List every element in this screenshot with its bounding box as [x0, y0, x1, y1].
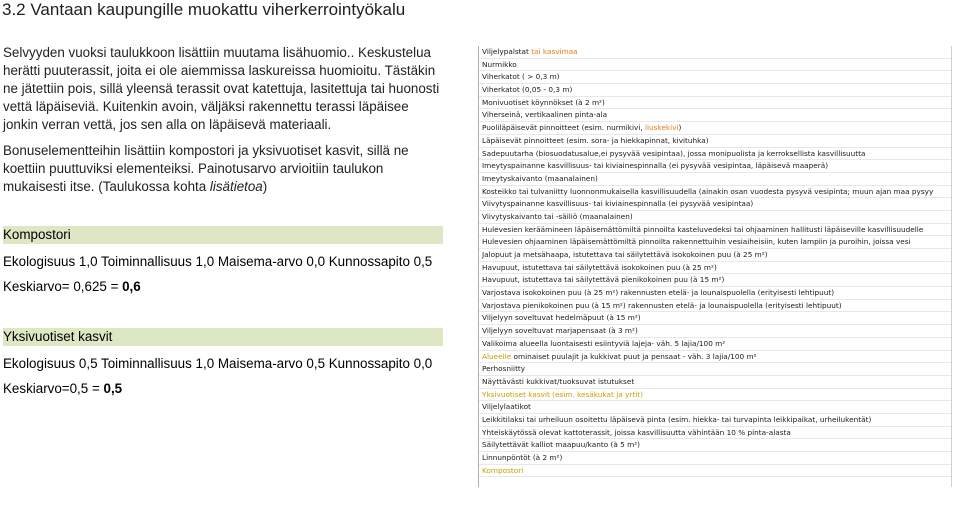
table-row-label: Viivytyspainanne kasvillisuus- tai kiviainespinnalla (ei pysyvää vesipintaa) — [482, 199, 754, 209]
table-row-label: Viljelypalstat — [482, 47, 529, 56]
table-row — [479, 148, 951, 161]
yksivuotiset-average — [3, 380, 443, 398]
kompostori-average-value: 0,6 — [122, 279, 141, 294]
table-row-label: Sadepuutarha (biosuodatusalue,ei pysyvää vesipintaa), jossa monipuolista ja kerroksellista kasvillisuutta — [482, 148, 866, 158]
table-row — [479, 376, 951, 389]
table-row-label: Kosteikko tai tulvaniitty luonnonmukaisella kasvillisuudella (ainakin osan vuodesta pysyvä vesipinta; muun ajan maa pysyy — [482, 186, 934, 196]
table-row — [479, 173, 951, 186]
yksivuotiset-title: Yksivuotiset kasvit — [3, 328, 443, 346]
table-row-label: Hulevesien ohjaaminen läpäisemättömiltä pinnoilta rakennettuihin vesiaiheisiin, kuten lampiin ja puroihin, joissa vesi — [482, 237, 911, 247]
yksivuotiset-average-value: 0,5 — [103, 381, 123, 396]
intro-paragraph-2-text: Bonuselementteihin lisättiin kompostori ja yksivuotiset kasvit, sillä ne koettiin puuttuviksi elementeiksi. Painotusarvo arvioitiin taulukon mukaisesti itse. (Taulukossa kohta — [3, 143, 409, 194]
table-row — [479, 465, 951, 478]
table-row-label: Viherseinä, vertikaalinen pinta-ala — [482, 110, 608, 120]
table-row — [479, 287, 951, 300]
table-row — [479, 59, 951, 72]
table-row-label: Imeytyspainanne kasvillisuus- tai kiviainespinnalla (ei pysyvää vesipintaa, läpäisevä maaperä) — [482, 161, 829, 171]
table-row — [479, 249, 951, 262]
table-row-label: Näyttävästi kukkivat/tuoksuvat istutukset — [482, 376, 635, 386]
table-row — [479, 236, 951, 249]
kompostori-average-label: Keskiarvo= 0,625 = — [3, 279, 123, 294]
table-row-label: Havupuut, istutettava tai säilytettävä isokokoinen puu (à 25 m²) — [482, 262, 717, 272]
table-row-tail: ominaiset puulajit ja kukkivat puut ja pensaat - väh. 3 lajia/100 m² — [511, 351, 757, 361]
table-row — [479, 160, 951, 173]
table-row-label: Puoliläpäisevät pinnoitteet (esim. nurmikivi, — [482, 123, 645, 133]
table-row-label: Imeytyskaivanto (maanalainen) — [482, 173, 598, 183]
table-row — [479, 452, 951, 465]
table-row — [479, 211, 951, 224]
table-row — [479, 351, 951, 364]
table-row — [479, 439, 951, 452]
element-table — [478, 46, 952, 487]
kompostori-scores: Ekologisuus 1,0 Toiminnallisuus 1,0 Maisema-arvo 0,0 Kunnossapito 0,5 — [3, 254, 433, 269]
table-row-label: Viherkatot ( > 0,3 m) — [482, 72, 560, 82]
table-row — [479, 109, 951, 122]
yksivuotiset-scores: Ekologisuus 0,5 Toiminnallisuus 1,0 Maisema-arvo 0,5 Kunnossapito 0,0 — [3, 356, 433, 371]
table-row-label: Perhosniitty — [482, 364, 526, 374]
table-row-highlight: Yksivuotiset kasvit (esim. kesäkukat ja yrtit) — [482, 389, 643, 399]
intro-paragraph-2-italic: lisätietoa — [209, 179, 263, 194]
table-row — [479, 312, 951, 325]
table-row-label: Varjostava pienikokoinen puu (à 15 m²) rakennusten etelä- ja lounaispuolella (erityisesti lehtipuut) — [482, 300, 842, 310]
table-row — [479, 262, 951, 275]
table-row — [479, 71, 951, 84]
table-row-label: Viljelylaatikot — [482, 402, 531, 412]
table-row-label: Säilytettävät kalliot maapuu/kanto (à 5 m²) — [482, 440, 640, 450]
table-row-label: Linnunpöntöt (à 2 m²) — [482, 453, 563, 462]
table-row — [479, 122, 951, 135]
table-row-label: Jalopuut ja metsähaapa, istutettava tai säilytettävä isokokoinen puu (à 25 m²) — [482, 250, 768, 259]
table-row-label: Hulevesien keräämineen läpäisemättömiltä pinnoilta kasteluvedeksi tai ohjaaminen hallitusti läpäiseville kasvillisuudelle — [482, 224, 924, 234]
table-row-tail: ) — [678, 123, 682, 133]
table-row-label: Varjostava isokokoinen puu (à 25 m²) rakennusten etelä- ja lounaispuolella (erityisesti lehtipuut) — [482, 288, 835, 298]
intro-paragraph-1: Selvyyden vuoksi taulukkoon lisättiin muutama lisähuomio.. Keskustelua herätti puuterassit, joita ei ole aiemmissa laskureissa huomioitu. Tästäkin ne jätettiin pois, sillä yleensä terassit ovat katettuja, lasitettuja tai huonosti vettä läpäiseviä. Kuitenkin avoin, väljäksi rakennettu terassi läpäisee jonkin verran vettä, jos sen alla on läpäisevä materiaali. — [3, 45, 440, 132]
table-row-label: Monivuotiset köynnökset (à 2 m²) — [482, 97, 605, 107]
table-row-label: Valikoima alueella luontaisesti esiintyviä lajeja- väh. 5 lajia/100 m² — [482, 338, 726, 348]
intro-paragraph-2-end: ) — [262, 179, 268, 194]
table-row — [479, 401, 951, 414]
table-row-highlight: liuskekivi — [645, 123, 679, 133]
table-row — [479, 338, 951, 351]
table-row — [479, 46, 951, 59]
table-row — [479, 135, 951, 148]
intro-paragraph-2 — [3, 142, 443, 196]
table-row — [479, 300, 951, 313]
table-row-label: Läpäisevät pinnoitteet (esim. sora- ja hiekkapinnat, kivituhka) — [482, 135, 709, 145]
table-row-label: Havupuut, istutettava tai säilytettävä pienikokoinen puu (à 15 m²) — [482, 275, 725, 285]
table-row-label: Yhteiskäytössä olevat kattoterassit, joissa kasvillisuutta vähintään 10 % pinta-alasta — [482, 427, 791, 437]
table-row — [479, 414, 951, 427]
section-heading: 3.2 Vantaan kaupungille muokattu viherkerrointyökalu — [2, 0, 406, 19]
table-row-label: Viljelyyn soveltuvat hedelmäpuut (à 15 m²) — [482, 313, 641, 323]
table-row-label: Viherkatot (0,05 - 0,3 m) — [482, 85, 573, 95]
kompostori-average — [3, 278, 443, 296]
table-bottom-edge — [479, 477, 951, 487]
table-row — [479, 84, 951, 97]
table-row — [479, 389, 951, 402]
table-row — [479, 224, 951, 237]
table-row — [479, 198, 951, 211]
table-row — [479, 363, 951, 376]
table-row-highlight: tai kasvimaa — [528, 47, 578, 56]
table-row — [479, 325, 951, 338]
table-row-label: Viljelyyn soveltuvat marjapensaat (à 3 m²) — [482, 326, 638, 336]
table-row-label: Leikkitilaksi tai urheiluun osoitettu läpäisevä pinta (esim. hiekka- tai turvapinta leikkipaikat, urheilukentät) — [482, 414, 872, 424]
table-row — [479, 274, 951, 287]
table-row-highlight: Alueelle — [482, 351, 512, 361]
kompostori-title: Kompostori — [3, 226, 443, 244]
table-row-label: Viivytyskaivanto tai -säiliö (maanalainen) — [482, 211, 633, 221]
table-row — [479, 186, 951, 199]
table-row — [479, 427, 951, 440]
table-row — [479, 97, 951, 110]
table-row-label: Nurmikko — [482, 59, 517, 69]
table-row-highlight: Kompostori — [482, 465, 524, 475]
yksivuotiset-average-label: Keskiarvo=0,5 = — [3, 381, 104, 396]
